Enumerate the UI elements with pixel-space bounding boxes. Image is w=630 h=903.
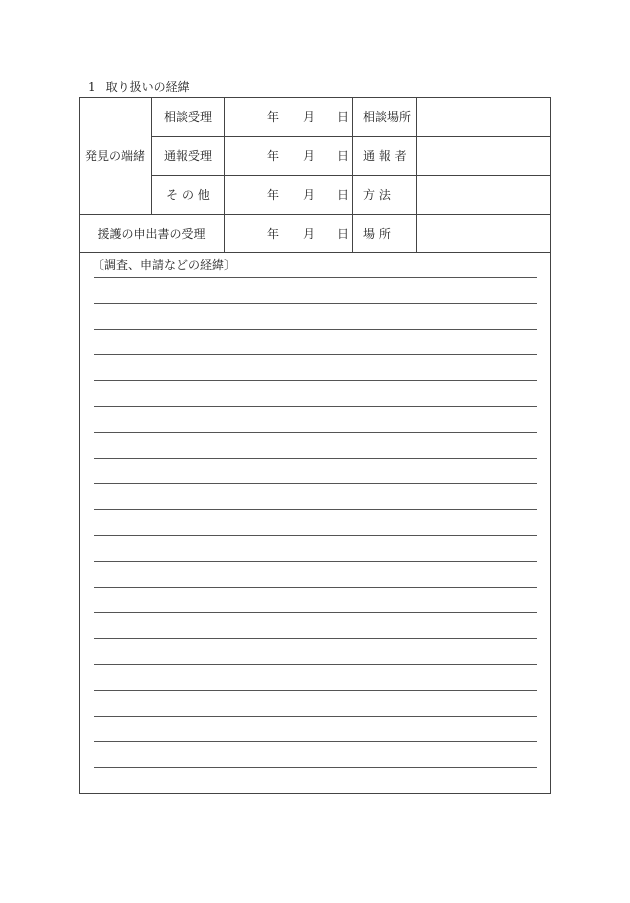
discovery-group-label: 発見の端緒 xyxy=(84,149,145,163)
section-number: 1 xyxy=(88,80,96,94)
date-day-unit: 日 xyxy=(337,226,350,241)
writing-line xyxy=(94,638,537,639)
writing-line xyxy=(94,432,537,433)
date-day-unit: 日 xyxy=(337,149,350,163)
application-info-label: 場 所 xyxy=(363,226,391,241)
writing-line xyxy=(94,277,537,278)
application-label: 援護の申出書の受理 xyxy=(97,226,206,241)
writing-line xyxy=(94,767,537,768)
writing-line xyxy=(94,483,537,484)
row-other-type: そ の 他 xyxy=(166,188,210,202)
row-consultation-info-label: 相談場所 xyxy=(363,110,412,124)
writing-line xyxy=(94,664,537,665)
writing-line xyxy=(94,458,537,459)
writing-line xyxy=(94,303,537,304)
writing-line xyxy=(94,380,537,381)
date-month-unit: 月 xyxy=(303,226,316,241)
writing-line xyxy=(94,561,537,562)
section-heading xyxy=(88,80,190,94)
date-month-unit: 月 xyxy=(303,149,316,163)
application-date[interactable] xyxy=(225,214,352,252)
date-month-unit: 月 xyxy=(303,188,316,202)
writing-line xyxy=(94,690,537,691)
writing-line xyxy=(94,716,537,717)
writing-line xyxy=(94,741,537,742)
method-field[interactable] xyxy=(417,175,550,214)
intake-table xyxy=(79,97,551,253)
reporter-field[interactable] xyxy=(417,136,550,175)
writing-line xyxy=(94,612,537,613)
section-title: 取り扱いの経緯 xyxy=(105,80,190,94)
writing-line xyxy=(94,535,537,536)
date-month-unit: 月 xyxy=(303,110,316,124)
writing-line xyxy=(94,329,537,330)
notes-section xyxy=(79,252,551,794)
consultation-place-field[interactable] xyxy=(417,97,550,136)
row-other-date[interactable] xyxy=(225,175,352,214)
date-day-unit: 日 xyxy=(337,188,350,202)
row-report-info-label: 通 報 者 xyxy=(363,149,407,163)
writing-line xyxy=(94,354,537,355)
row-other-info-label: 方 法 xyxy=(363,188,391,202)
row-consultation-date[interactable] xyxy=(225,97,352,136)
date-year-unit: 年 xyxy=(267,188,280,202)
row-consultation-type: 相談受理 xyxy=(163,110,212,124)
date-year-unit: 年 xyxy=(267,110,280,124)
table-border-right xyxy=(550,97,551,253)
row-report-type: 通報受理 xyxy=(163,149,212,163)
date-year-unit: 年 xyxy=(267,149,280,163)
row-report-date[interactable] xyxy=(225,136,352,175)
notes-label: 〔調査、申請などの経緯〕 xyxy=(92,258,237,272)
application-place-field[interactable] xyxy=(417,214,550,252)
date-year-unit: 年 xyxy=(267,226,280,241)
writing-line xyxy=(94,587,537,588)
writing-line xyxy=(94,509,537,510)
writing-line xyxy=(94,406,537,407)
date-day-unit: 日 xyxy=(337,110,350,124)
